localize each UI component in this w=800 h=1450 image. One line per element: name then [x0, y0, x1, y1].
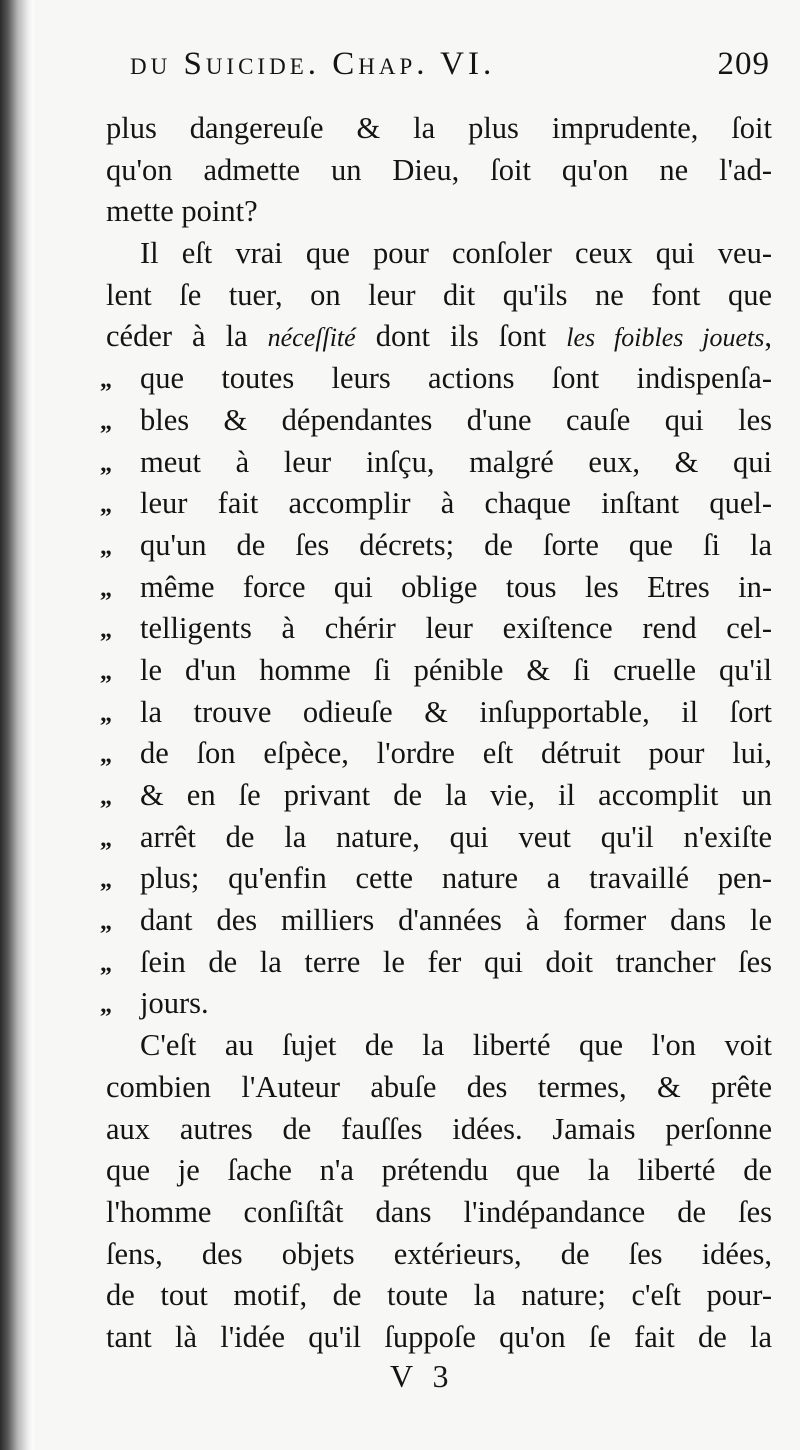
text-line: lent ſe tuer, on leur dit qu'ils ne font que — [106, 277, 772, 312]
quotation-mark: „ — [100, 575, 112, 602]
quotation-mark: „ — [100, 784, 112, 810]
text-line — [100, 817, 772, 859]
quotation-mark: „ — [100, 825, 112, 852]
quotation-mark: „ — [100, 867, 112, 894]
text-line: tant là l'idée qu'il ſuppoſe qu'on ſe fait de la — [106, 1319, 772, 1354]
body-text — [100, 108, 772, 1359]
quoted-text: arrêt de la nature, qui veut qu'il n'exiſte — [140, 819, 772, 854]
quoted-text: & en ſe privant de la vie, il accomplit un — [140, 778, 772, 812]
text-fragment: céder à la — [106, 319, 268, 354]
text-line: mette point? — [106, 194, 258, 229]
text-line: C'eſt au ſujet de la liberté que l'on voit — [140, 1028, 772, 1063]
text-line — [100, 400, 772, 442]
text-line — [106, 316, 772, 358]
quotation-mark: „ — [100, 658, 112, 685]
quotation-mark: „ — [100, 700, 112, 727]
quotation-mark: „ — [100, 408, 112, 435]
text-line: que je ſache n'a prétendu que la liberté de — [106, 1153, 772, 1188]
text-line — [100, 692, 772, 734]
quoted-text: telligents à chérir leur exiſtence rend cel- — [140, 611, 772, 646]
quoted-text: bles & dépendantes d'une cauſe qui les — [140, 402, 772, 437]
quotation-mark: „ — [100, 533, 112, 560]
quoted-text: que toutes leurs actions ſont indispenſa- — [140, 361, 772, 396]
text-line — [100, 358, 772, 400]
text-line: de tout motif, de toute la nature; c'eſt pour- — [106, 1278, 772, 1313]
text-line — [100, 900, 772, 942]
quoted-text: leur fait accomplir à chaque inſtant quel- — [140, 486, 772, 521]
quotation-mark: „ — [100, 950, 112, 977]
text-line — [100, 442, 772, 484]
text-line: combien l'Auteur abuſe des termes, & prête — [106, 1069, 772, 1104]
running-title: du Suicide. Chap. VI. — [130, 46, 496, 82]
quoted-text: ſein de la terre le fer qui doit trancher ſes — [140, 944, 772, 979]
quoted-text: de ſon eſpèce, l'ordre eſt détruit pour lui, — [140, 736, 772, 771]
quoted-text: plus; qu'enfin cette nature a travaillé pen- — [140, 861, 772, 896]
signature-mark: V 3 — [390, 1358, 455, 1394]
text-line: ſens, des objets extérieurs, de ſes idées, — [106, 1236, 772, 1271]
text-line: aux autres de fauſſes idées. Jamais perſonne — [106, 1111, 772, 1146]
text-line — [100, 567, 772, 609]
quotation-mark: „ — [100, 450, 112, 477]
quotation-mark: „ — [100, 992, 112, 1019]
page-number: 209 — [717, 46, 770, 82]
italic-phrase: les foibles jouets — [566, 323, 765, 353]
text-fragment: dont ils ſont — [355, 319, 567, 354]
quoted-text: le d'un homme ſi pénible & ſi cruelle qu'il — [140, 652, 772, 687]
binding-gutter-shadow — [0, 0, 34, 1450]
book-page — [34, 0, 800, 1450]
quotation-mark: „ — [100, 909, 112, 936]
quoted-text: jours. — [140, 986, 209, 1021]
text-line — [100, 733, 772, 775]
text-line — [100, 775, 772, 817]
quoted-text: qu'un de ſes décrets; de ſorte que ſi la — [140, 527, 772, 562]
text-line — [100, 858, 772, 900]
text-line — [100, 650, 772, 692]
text-line: l'homme conſiſtât dans l'indépandance de ſes — [106, 1194, 772, 1229]
text-line — [100, 608, 772, 650]
quotation-mark: „ — [100, 742, 112, 769]
text-line — [100, 942, 772, 984]
quotation-mark: „ — [100, 617, 112, 644]
text-line: qu'on admette un Dieu, ſoit qu'on ne l'ad- — [106, 152, 772, 187]
text-line: plus dangereuſe & la plus imprudente, ſoit — [106, 111, 772, 145]
quotation-mark: „ — [100, 367, 112, 394]
italic-phrase: néceſſité — [267, 323, 356, 353]
quoted-text: même force qui oblige tous les Etres in- — [140, 569, 772, 604]
quoted-text: la trouve odieuſe & inſupportable, il ſort — [140, 694, 772, 729]
text-line: Il eſt vrai que pour conſoler ceux qui veu- — [140, 236, 772, 271]
quoted-text: dant des milliers d'années à former dans le — [140, 903, 772, 938]
quoted-text: meut à leur inſçu, malgré eux, & qui — [140, 444, 772, 479]
text-line — [100, 525, 772, 567]
text-line — [100, 983, 772, 1025]
text-fragment: , — [764, 319, 772, 354]
quotation-mark: „ — [100, 492, 112, 519]
text-line — [100, 483, 772, 525]
running-head — [130, 46, 770, 94]
